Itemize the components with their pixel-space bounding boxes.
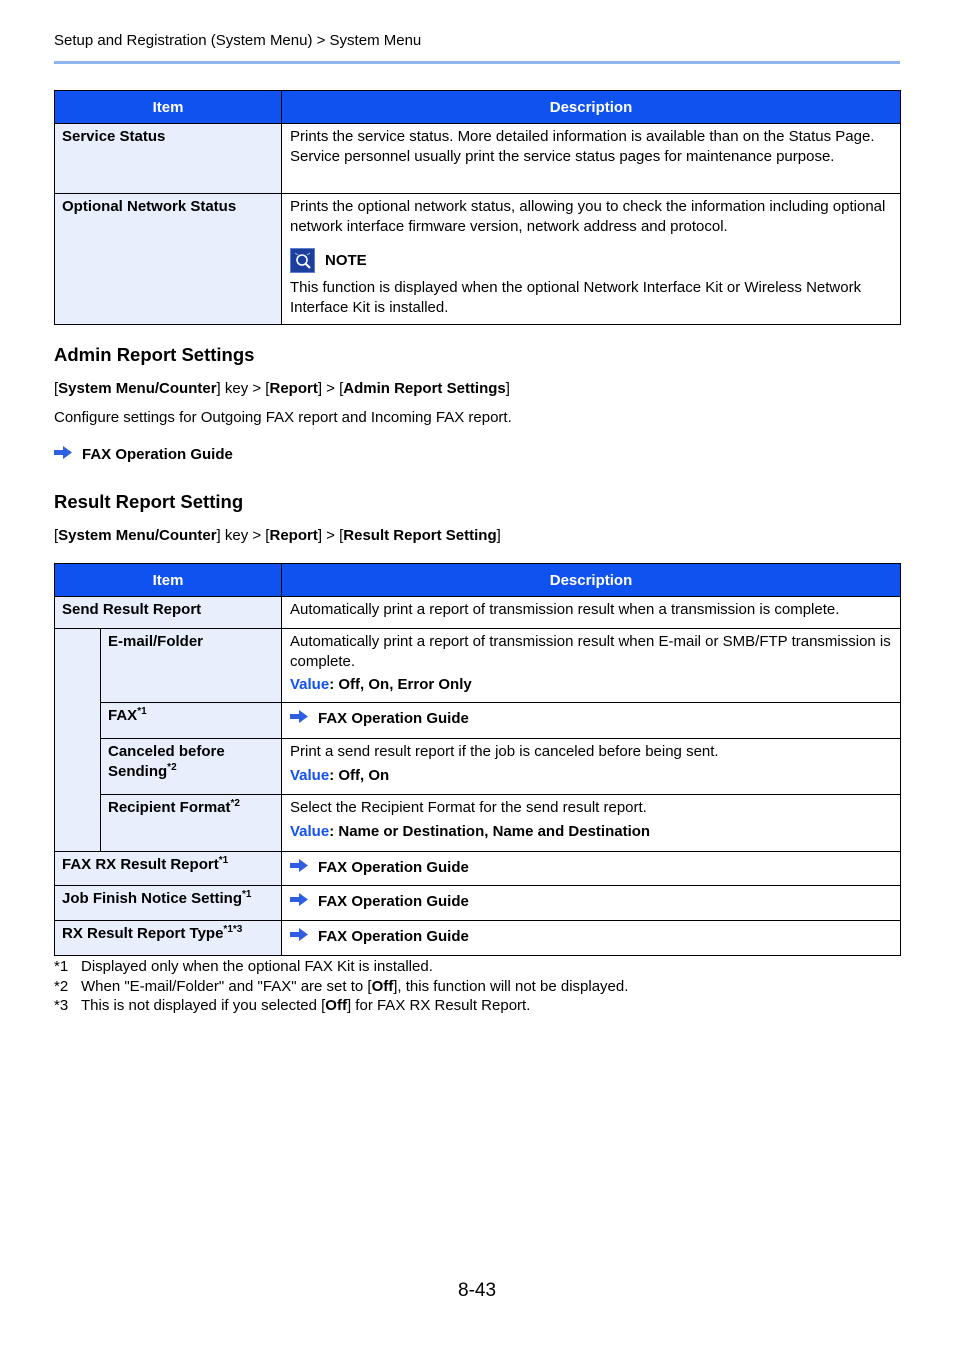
- column-header-description: Description: [282, 91, 901, 124]
- table-row: [55, 629, 901, 703]
- table-row: [55, 795, 901, 852]
- column-header-item: Item: [55, 564, 282, 597]
- value-options: : Off, On: [329, 766, 390, 784]
- footnote-marker: *1: [54, 958, 69, 975]
- arrow-right-icon: [54, 446, 72, 463]
- column-header-description: Description: [282, 564, 901, 597]
- item-cell: [55, 886, 282, 921]
- path-key: System Menu/Counter: [58, 527, 217, 544]
- note-text: This function is displayed when the optional Network Interface Kit or Wireless Network Interface Kit is installed.: [290, 279, 862, 316]
- footnote-text: ] for FAX RX Result Report.: [346, 997, 531, 1014]
- reference-link[interactable]: [290, 858, 892, 878]
- footnote-mark: *1: [242, 889, 252, 900]
- description-cell: [282, 852, 901, 886]
- description-cell: Automatically print a report of transmission result when a transmission is complete.: [282, 597, 901, 629]
- table-row: [55, 852, 901, 886]
- menu-path-admin: [System Menu/Counter] key > [Report] > [Admin Report Settings]: [54, 380, 510, 397]
- reference-link[interactable]: [290, 709, 892, 729]
- description-text: Prints the optional network status, allowing you to check the information including optional network interface firmware version, network address and protocol.: [290, 198, 886, 235]
- value-label: Value: [290, 766, 330, 784]
- admin-description: Configure settings for Outgoing FAX report and Incoming FAX report.: [54, 409, 512, 426]
- footnote-mark: *2: [167, 761, 177, 773]
- description-text: Print a send result report if the job is canceled before being sent.: [290, 743, 719, 760]
- footnote-text: When "E-mail/Folder" and "FAX" are set to [: [81, 978, 372, 995]
- reference-label: FAX Operation Guide: [318, 859, 469, 876]
- footnote-mark: *1*3: [223, 924, 243, 935]
- note-icon: [290, 248, 315, 273]
- value-options: : Off, On, Error Only: [329, 676, 472, 693]
- arrow-right-icon: [290, 858, 308, 878]
- reference-label: FAX Operation Guide: [318, 893, 469, 910]
- item-cell: Service Status: [55, 124, 282, 194]
- value-line: [290, 675, 892, 695]
- table-row: [55, 886, 901, 921]
- arrow-right-icon: [290, 892, 308, 912]
- description-cell: [282, 194, 901, 325]
- item-cell: [55, 852, 282, 886]
- footnote-mark: *2: [230, 798, 240, 809]
- table-row: [55, 194, 901, 325]
- item-cell: [101, 739, 282, 795]
- footnote-marker: *2: [54, 978, 69, 995]
- path-menu: Report: [269, 380, 318, 397]
- item-label: Canceled before: [108, 743, 225, 760]
- item-cell: [101, 703, 282, 739]
- item-label: Sending: [108, 762, 168, 780]
- footnote: [54, 997, 530, 1014]
- section-heading-admin-report: Admin Report Settings: [54, 344, 255, 365]
- item-cell: E-mail/Folder: [101, 629, 282, 703]
- footnote-text: Displayed only when the optional FAX Kit is installed.: [81, 958, 433, 975]
- menu-path-result: [System Menu/Counter] key > [Report] > [Result Report Setting]: [54, 527, 501, 544]
- footnote-mark: *1: [137, 706, 147, 717]
- item-label: FAX RX Result Report: [62, 856, 219, 873]
- table-row: [55, 921, 901, 956]
- value-options: : Name or Destination, Name and Destination: [329, 822, 651, 840]
- reference-link[interactable]: [290, 892, 892, 912]
- reference-link-admin[interactable]: [54, 446, 233, 463]
- footnote-bold: Off: [325, 997, 347, 1014]
- note-heading: [290, 248, 892, 273]
- item-cell: Optional Network Status: [55, 194, 282, 325]
- description-cell: [282, 886, 901, 921]
- result-report-table: [54, 563, 901, 956]
- description-text: Select the Recipient Format for the send result report.: [290, 799, 647, 816]
- table-row: [55, 739, 901, 795]
- item-label: RX Result Report Type: [62, 925, 224, 942]
- description-cell: [282, 921, 901, 956]
- column-header-item: Item: [55, 91, 282, 124]
- reference-label: FAX Operation Guide: [318, 928, 469, 945]
- arrow-right-icon: [290, 709, 308, 729]
- path-menu: Report: [269, 527, 318, 544]
- note-label: NOTE: [325, 251, 367, 269]
- footnote: [54, 958, 433, 975]
- value-label: Value: [290, 676, 330, 693]
- table-row: [55, 703, 901, 739]
- description-cell: [282, 703, 901, 739]
- path-separator: ] key > [: [216, 380, 270, 397]
- arrow-right-icon: [290, 927, 308, 947]
- value-label: Value: [290, 822, 330, 840]
- item-label: Recipient Format: [108, 799, 231, 816]
- path-item: Admin Report Settings: [343, 380, 506, 397]
- footnote-text: ], this function will not be displayed.: [393, 978, 629, 995]
- footnote-bold: Off: [371, 978, 394, 995]
- description-cell: Prints the service status. More detailed information is available than on the Status Page. Service personnel usually print the service status pages for maintenance purpose.: [282, 124, 901, 194]
- path-separator: ] > [: [317, 380, 344, 397]
- path-key: System Menu/Counter: [58, 380, 217, 397]
- description-cell: [282, 795, 901, 852]
- header-divider: [54, 61, 900, 64]
- description-cell: [282, 629, 901, 703]
- value-line: [290, 766, 892, 786]
- table-row: [55, 124, 901, 194]
- footnote-mark: *1: [218, 855, 229, 866]
- indent-cell: [55, 629, 101, 852]
- item-cell: [101, 795, 282, 852]
- description-cell: [282, 739, 901, 795]
- path-separator: ] key > [: [216, 527, 270, 544]
- footnote-text: This is not displayed if you selected [: [81, 997, 326, 1014]
- table-row: [55, 597, 901, 629]
- value-line: [290, 822, 892, 842]
- section-heading-result-report: Result Report Setting: [54, 491, 244, 512]
- reference-label: FAX Operation Guide: [318, 710, 469, 727]
- description-text: Automatically print a report of transmission result when E-mail or SMB/FTP transmission is complete.: [290, 633, 891, 670]
- reference-label: FAX Operation Guide: [82, 446, 233, 463]
- reference-link[interactable]: [290, 927, 892, 947]
- footnote: [54, 978, 628, 995]
- item-label: FAX: [108, 707, 138, 724]
- breadcrumb: Setup and Registration (System Menu) > System Menu: [54, 32, 422, 49]
- path-separator: ] > [: [317, 527, 344, 544]
- item-cell: [55, 921, 282, 956]
- page-number: 8-43: [458, 1280, 497, 1301]
- system-menu-table: [54, 90, 901, 325]
- item-cell: Send Result Report: [55, 597, 282, 629]
- item-label: Job Finish Notice Setting: [62, 890, 243, 907]
- path-item: Result Report Setting: [343, 527, 497, 544]
- footnote-marker: *3: [54, 997, 69, 1014]
